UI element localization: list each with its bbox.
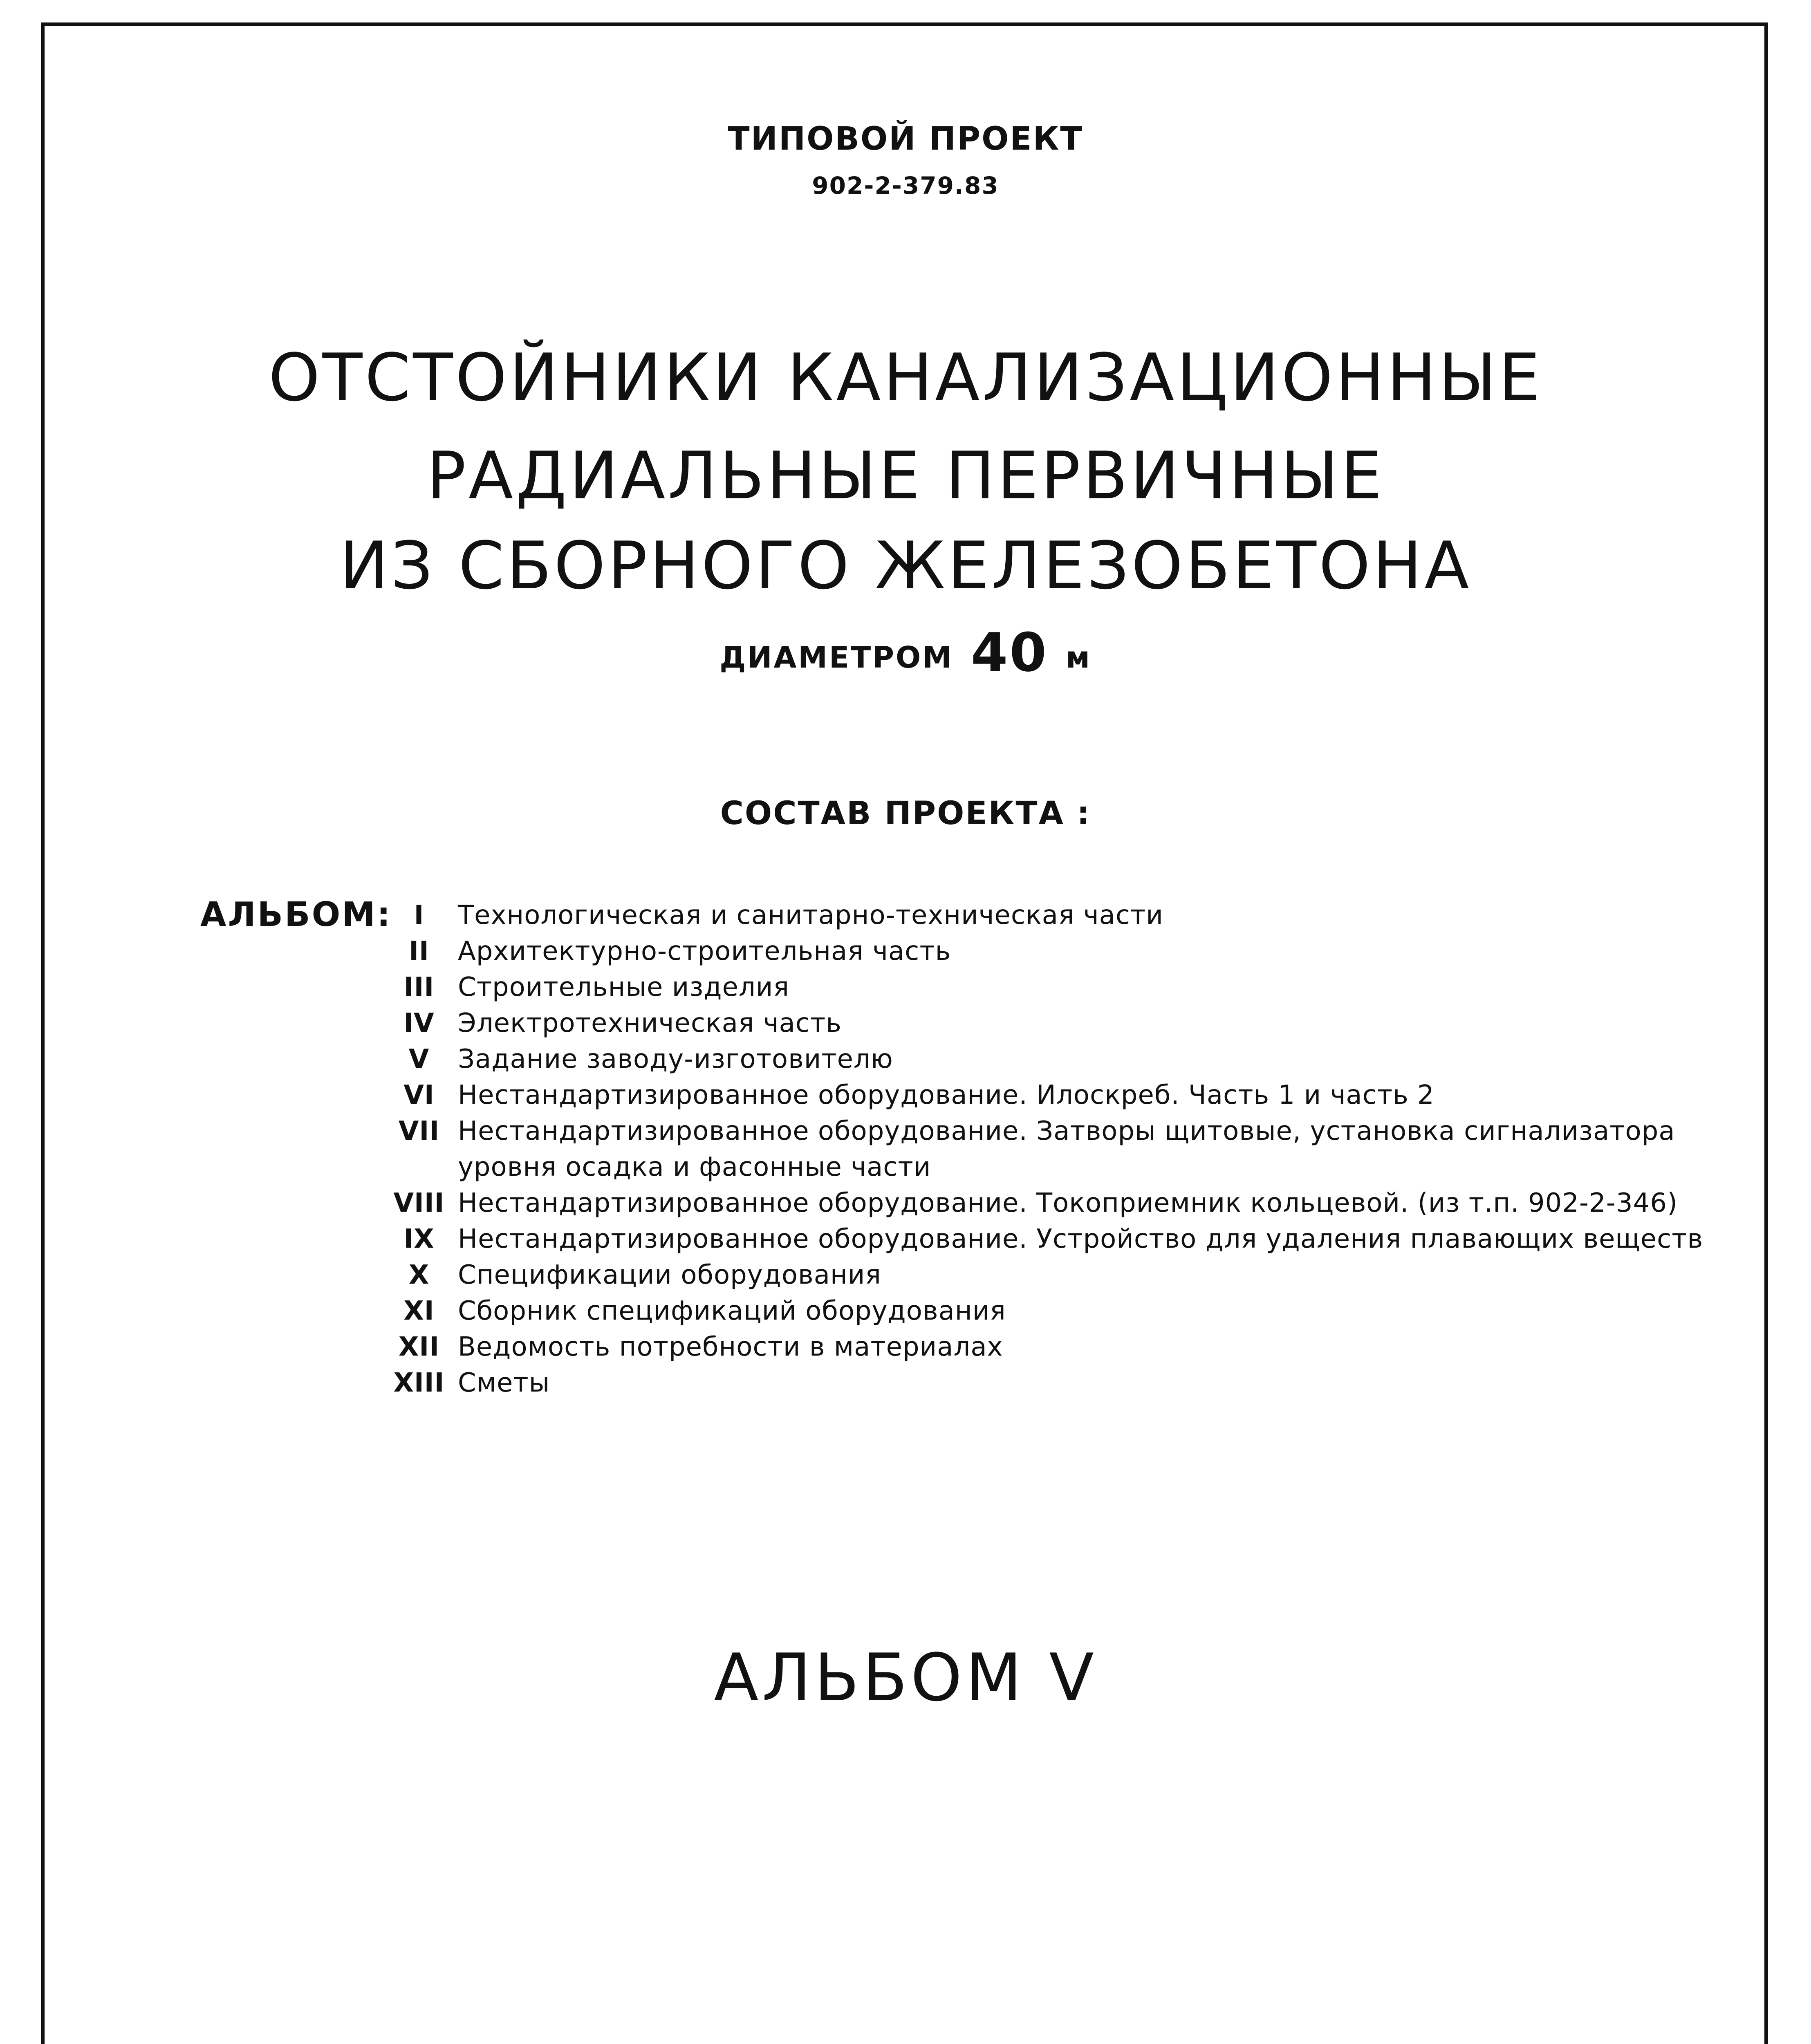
album-item — [380, 933, 1729, 969]
composition-heading: СОСТАВ ПРОЕКТА : — [720, 795, 1091, 832]
diameter-value: 40 — [970, 621, 1048, 684]
album-item — [380, 1257, 1729, 1293]
album-item-number: I — [414, 900, 424, 930]
album-item-number: XI — [403, 1296, 435, 1326]
album-item-number: VI — [403, 1080, 435, 1110]
album-item-number: IV — [403, 1008, 435, 1038]
album-item-text: Архитектурно-строительная часть — [458, 936, 951, 966]
album-item-number: VIII — [393, 1188, 445, 1218]
title-line-3: ИЗ СБОРНОГО ЖЕЛЕЗОБЕТОНА — [339, 527, 1472, 604]
album-item-text: Строительные изделия — [458, 972, 789, 1002]
album-item — [380, 1005, 1729, 1041]
album-item-number: III — [403, 972, 435, 1002]
album-item-number: XIII — [393, 1368, 445, 1398]
album-item — [380, 1221, 1729, 1257]
diameter-line — [0, 621, 1811, 684]
album-item — [380, 1113, 1729, 1185]
album-item-number: VII — [398, 1116, 440, 1146]
title-line-2: РАДИАЛЬНЫЕ ПЕРВИЧНЫЕ — [426, 437, 1385, 514]
album-item-text: Задание заводу-изготовителю — [458, 1044, 893, 1074]
album-item-number: V — [408, 1044, 430, 1074]
album-item-text: Сметы — [458, 1368, 550, 1398]
title-line-1: ОТСТОЙНИКИ КАНАЛИЗАЦИОННЫЕ — [268, 339, 1543, 416]
album-item-number: IX — [403, 1224, 435, 1254]
album-item — [380, 1041, 1729, 1077]
album-item-text: Спецификации оборудования — [458, 1260, 881, 1290]
album-item-text: Сборник спецификаций оборудования — [458, 1296, 1006, 1326]
album-item-number: II — [409, 936, 429, 966]
album-item — [380, 1329, 1729, 1365]
diameter-prefix: ДИАМЕТРОМ — [719, 640, 953, 675]
album-item-text: Нестандартизированное оборудование. Затворы щитовые, установка сигнализатора уровня осадка и фасонные части — [458, 1116, 1675, 1182]
current-album: АЛЬБОМ V — [714, 1639, 1097, 1716]
album-item-text: Технологическая и санитарно-техническая части — [458, 900, 1163, 930]
album-item-text: Нестандартизированное оборудование. Токоприемник кольцевой. (из т.п. 902-2-346) — [458, 1188, 1678, 1218]
project-type: ТИПОВОЙ ПРОЕКТ — [728, 121, 1083, 157]
album-item — [380, 1185, 1729, 1221]
diameter-unit: м — [1065, 640, 1092, 675]
album-item — [380, 1365, 1729, 1401]
album-label: АЛЬБОМ: — [200, 895, 392, 934]
album-item-number: X — [408, 1260, 430, 1290]
project-number: 902-2-379.83 — [812, 172, 999, 199]
album-item-text: Электротехническая часть — [458, 1008, 842, 1038]
album-item — [380, 969, 1729, 1005]
album-list — [380, 897, 1729, 1401]
album-item-text: Ведомость потребности в материалах — [458, 1332, 1003, 1362]
album-item — [380, 1293, 1729, 1329]
album-item-text: Нестандартизированное оборудование. Устройство для удаления плавающих веществ — [458, 1224, 1703, 1254]
album-item — [380, 1077, 1729, 1113]
album-item-number: XII — [399, 1332, 439, 1362]
album-item — [380, 897, 1729, 933]
album-item-text: Нестандартизированное оборудование. Илоскреб. Часть 1 и часть 2 — [458, 1080, 1434, 1110]
